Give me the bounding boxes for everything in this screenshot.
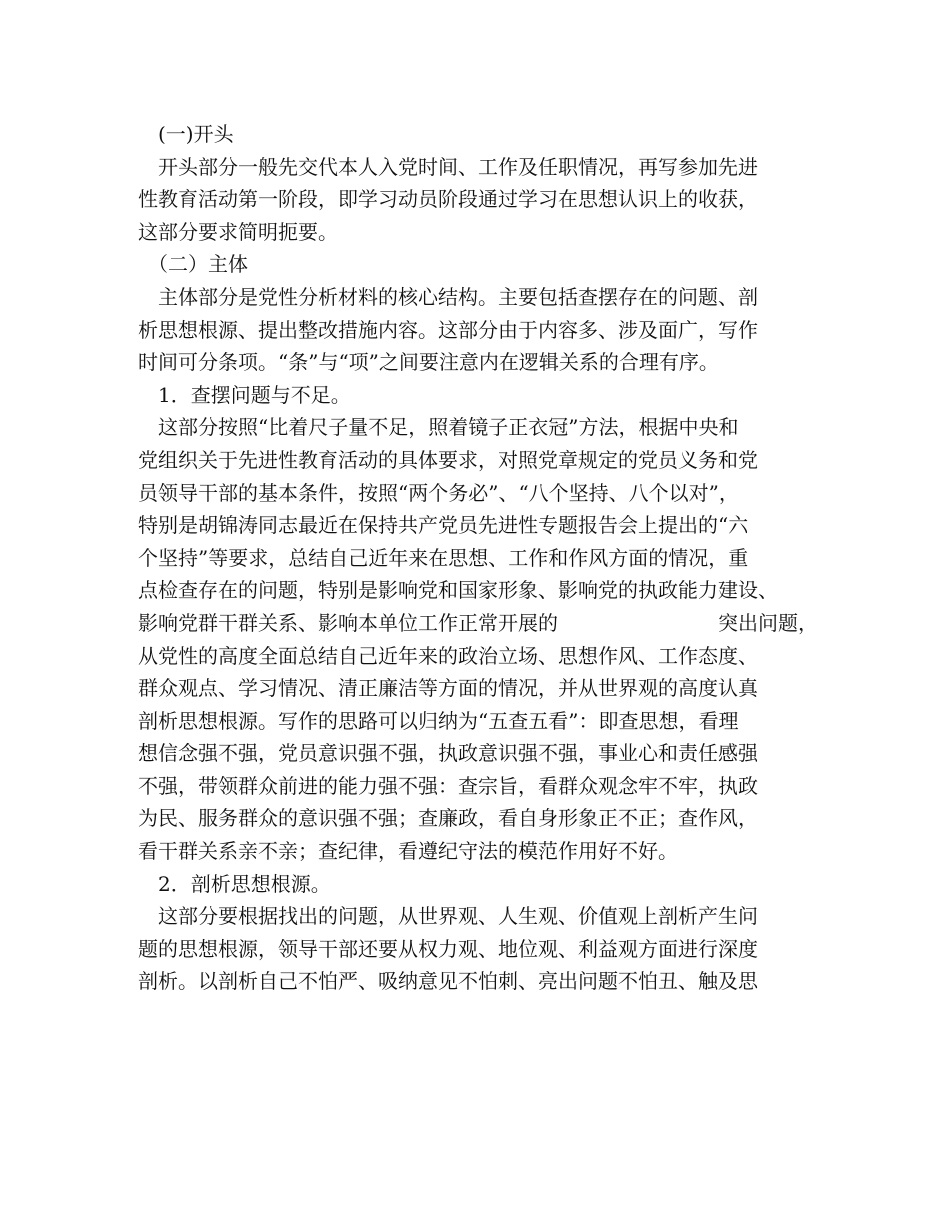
paragraph-segment: 突出问题，	[718, 610, 818, 635]
paragraph-line: 员领导干部的基本条件，按照“两个务必”、“八个坚持、八个以对”，	[138, 480, 739, 505]
paragraph-line: 想信念强不强，党员意识强不强，执政意识强不强，事业心和责任感强	[138, 741, 758, 766]
paragraph-line: 这部分要求简明扼要。	[138, 219, 338, 244]
paragraph-line: 这部分要根据找出的问题，从世界观、人生观、价值观上剖析产生问	[138, 904, 758, 929]
paragraph-line: 党组织关于先进性教育活动的具体要求，对照党章规定的党员义务和党	[138, 447, 758, 472]
paragraph-line: 不强，带领群众前进的能力强不强：查宗旨，看群众观念牢不牢，执政	[138, 773, 758, 798]
paragraph-line: 群众观点、学习情况、清正廉洁等方面的情况，并从世界观的高度认真	[138, 676, 758, 701]
paragraph-line: 剖析。以剖析自己不怕严、吸纳意见不怕刺、亮出问题不怕丑、触及思	[138, 969, 758, 994]
paragraph-line: 个坚持”等要求，总结自己近年来在思想、工作和作风方面的情况，重	[138, 545, 749, 570]
paragraph-line: 为民、服务群众的意识强不强；查廉政，看自身形象正不正；查作风，	[138, 806, 758, 831]
paragraph-line: 看干群关系亲不亲；查纪律，看遵纪守法的模范作用好不好。	[138, 839, 678, 864]
paragraph-line: 题的思想根源，领导干部还要从权力观、地位观、利益观方面进行深度	[138, 936, 758, 961]
paragraph-line: 这部分按照“比着尺子量不足，照着镜子正衣冠”方法，根据中央和	[138, 415, 739, 440]
heading-opening: (一)开头	[138, 122, 234, 146]
paragraph-line-gap	[138, 607, 818, 640]
paragraph-segment: 影响党群干群关系、影响本单位工作正常开展的	[138, 610, 558, 635]
paragraph-line: 特别是胡锦涛同志最近在保持共产党员先进性专题报告会上提出的“六	[138, 513, 749, 538]
paragraph-line: 剖析思想根源。写作的思路可以归纳为“五查五看”：即查思想，看理	[138, 708, 739, 733]
paragraph-line: 时间可分条项。“条”与“项”之间要注意内在逻辑关系的合理有序。	[138, 350, 719, 375]
document-body	[138, 118, 818, 998]
paragraph-line: 性教育活动第一阶段，即学习动员阶段通过学习在思想认识上的收获，	[138, 187, 758, 212]
heading-section-2: 2．剖析思想根源。	[138, 871, 331, 896]
paragraph-line: 开头部分一般先交代本人入党时间、工作及任职情况，再写参加先进	[138, 154, 758, 179]
heading-section-1: 1．查摆问题与不足。	[138, 382, 351, 407]
paragraph-line: 析思想根源、提出整改措施内容。这部分由于内容多、涉及面广，写作	[138, 317, 758, 342]
paragraph-line: 点检查存在的问题，特别是影响党和国家形象、影响党的执政能力建设、	[138, 578, 778, 603]
paragraph-line: 主体部分是党性分析材料的核心结构。主要包括查摆存在的问题、剖	[138, 284, 758, 309]
heading-main-body: （二）主体	[138, 252, 248, 277]
paragraph-line: 从党性的高度全面总结自己近年来的政治立场、思想作风、工作态度、	[138, 643, 758, 668]
